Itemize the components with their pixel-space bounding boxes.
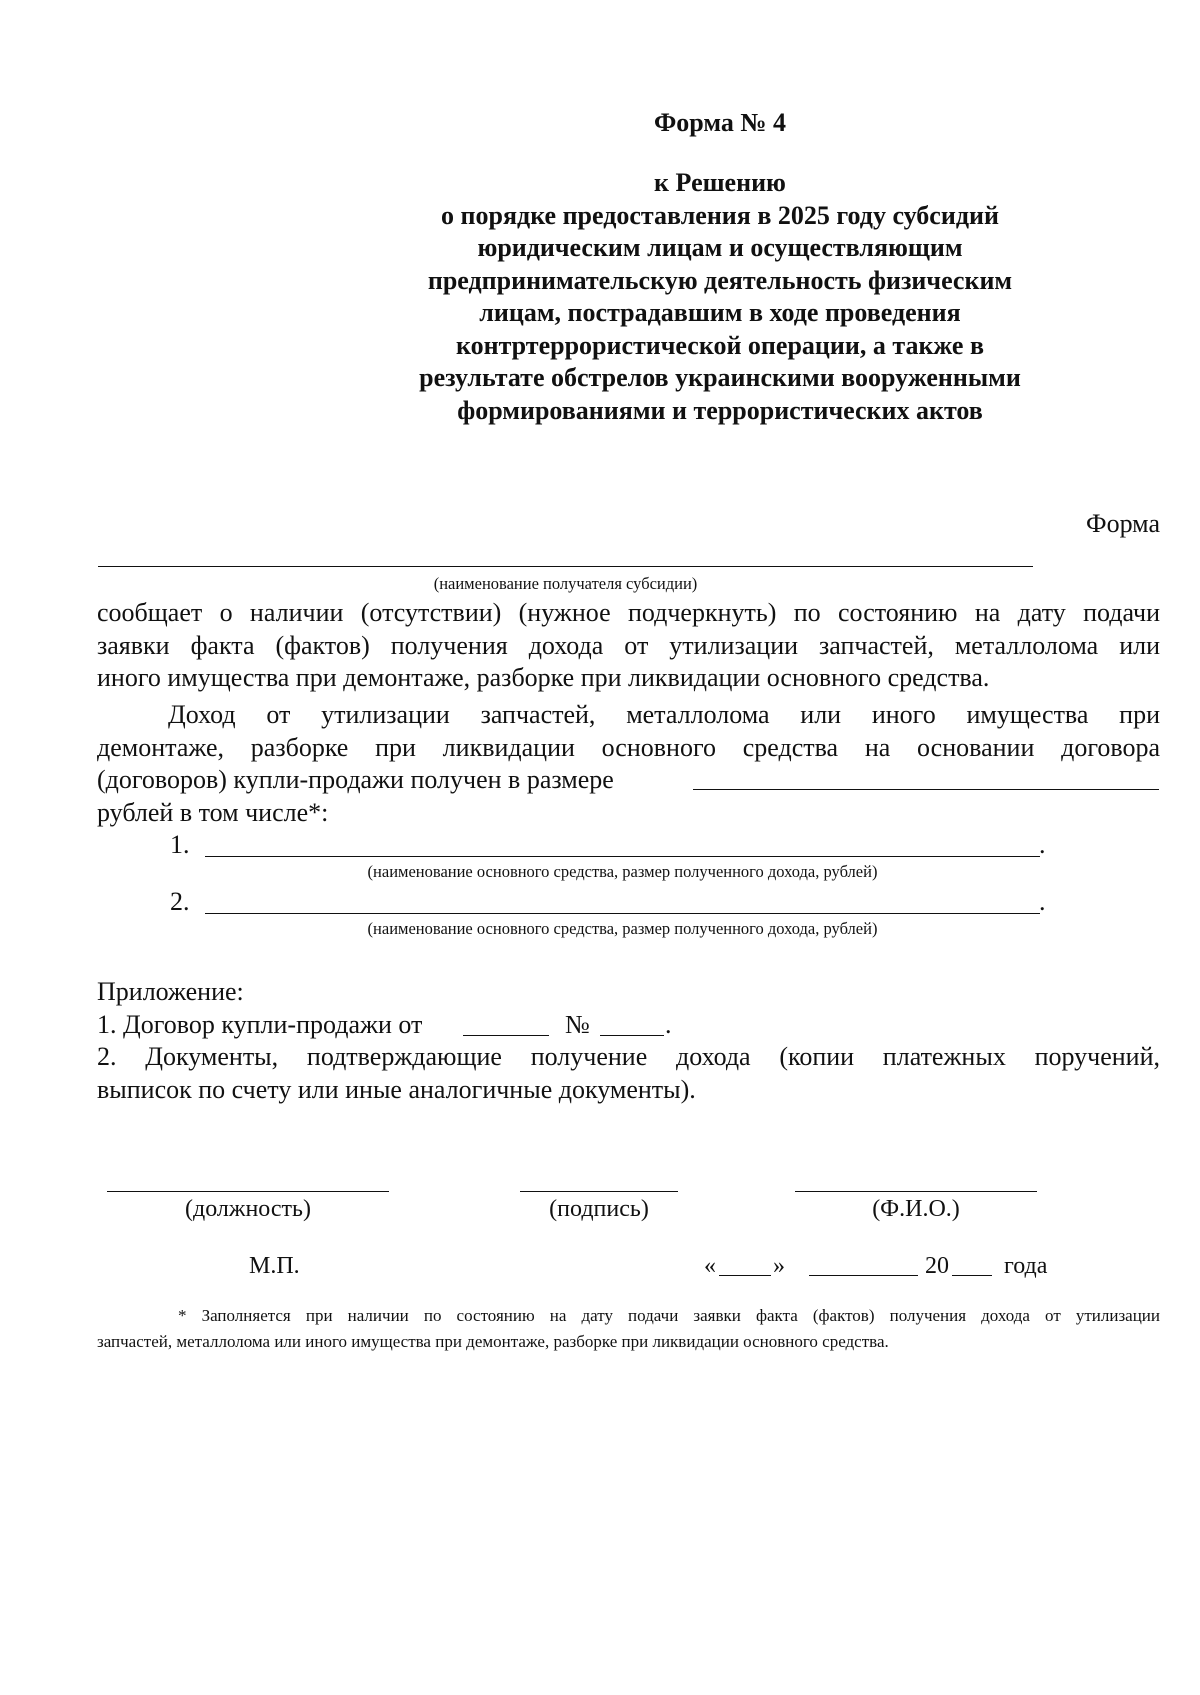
recipient-name-field[interactable] <box>98 566 1033 567</box>
decision-line: предпринимательскую деятельность физическим <box>427 265 1013 295</box>
item-2-caption: (наименование основного средства, размер полученного дохода, рублей) <box>367 919 878 938</box>
paragraph-2-line: демонтаже, разборке при ликвидации основного средства на основании договора <box>97 733 1160 762</box>
date-close-quote: » <box>773 1253 785 1279</box>
appendix-title: Приложение: <box>97 977 244 1006</box>
signature-field[interactable] <box>520 1191 678 1192</box>
item-2-number: 2. <box>170 887 190 916</box>
position-field[interactable] <box>107 1191 389 1192</box>
paragraph-2-line: рублей в том числе*: <box>97 798 329 827</box>
footnote-line: * Заполняется при наличии по состоянию на дату подачи заявки факта (фактов) получения дохода от утилизации <box>178 1306 1160 1325</box>
item-1-end: . <box>1039 830 1046 859</box>
item-2-end: . <box>1039 887 1046 916</box>
appendix-item-2-line: выписок по счету или иные аналогичные документы). <box>97 1075 696 1104</box>
paragraph-1 <box>97 597 1160 695</box>
date-open-quote: « <box>704 1253 716 1279</box>
contract-number-sign: № <box>565 1010 590 1039</box>
contract-number-field[interactable] <box>600 1035 664 1036</box>
paragraph-2-line: (договоров) купли-продажи получен в размере <box>97 765 614 794</box>
decision-line: формированиями и террористических актов <box>457 395 983 425</box>
paragraph-2-line: Доход от утилизации запчастей, металлолома или иного имущества при <box>168 700 1160 729</box>
text-line: иного имущества при демонтаже, разборке при ликвидации основного средства. <box>97 663 990 692</box>
item-1-caption: (наименование основного средства, размер полученного дохода, рублей) <box>367 862 878 881</box>
year-prefix: 20 <box>925 1253 949 1279</box>
date-month-field[interactable] <box>809 1275 918 1276</box>
full-name-field[interactable] <box>795 1191 1037 1192</box>
recipient-caption: (наименование получателя субсидии) <box>433 574 698 593</box>
appendix-item-1-end: . <box>665 1010 672 1039</box>
date-day-field[interactable] <box>719 1275 771 1276</box>
appendix-item-2-line: 2. Документы, подтверждающие получение дохода (копии платежных поручений, <box>97 1042 1160 1071</box>
position-caption: (должность) <box>185 1196 311 1222</box>
text-line: сообщает о наличии (отсутствии) (нужное подчеркнуть) по состоянию на дату подачи <box>97 598 1160 627</box>
item-2-field[interactable] <box>205 913 1040 914</box>
form-label: Форма <box>1086 509 1160 538</box>
income-amount-field[interactable] <box>693 789 1159 790</box>
full-name-caption: (Ф.И.О.) <box>872 1196 960 1222</box>
item-1-number: 1. <box>170 830 190 859</box>
date-year-field[interactable] <box>952 1275 992 1276</box>
text-line: заявки факта (фактов) получения дохода от утилизации запчастей, металлолома или <box>97 630 1160 660</box>
appendix-item-1: 1. Договор купли-продажи от <box>97 1010 423 1039</box>
stamp-placeholder: М.П. <box>249 1253 300 1279</box>
decision-title: к Решению <box>654 168 786 197</box>
decision-line: о порядке предоставления в 2025 году субсидий <box>441 200 999 230</box>
decision-line: юридическим лицам и осуществляющим <box>477 233 963 262</box>
decision-line: лицам, пострадавшим в ходе проведения <box>479 298 961 327</box>
decision-line: контртеррористической операции, а также в <box>455 330 985 360</box>
item-1-field[interactable] <box>205 856 1040 857</box>
year-suffix: года <box>1004 1253 1048 1279</box>
contract-date-field[interactable] <box>463 1035 549 1036</box>
footnote-line: запчастей, металлолома или иного имущества при демонтаже, разборке при ликвидации основного средства. <box>97 1332 889 1351</box>
signature-caption: (подпись) <box>549 1196 649 1222</box>
form-title: Форма № 4 <box>653 108 787 137</box>
decision-header <box>340 167 1100 427</box>
decision-line: результате обстрелов украинскими вооруженными <box>419 363 1021 392</box>
